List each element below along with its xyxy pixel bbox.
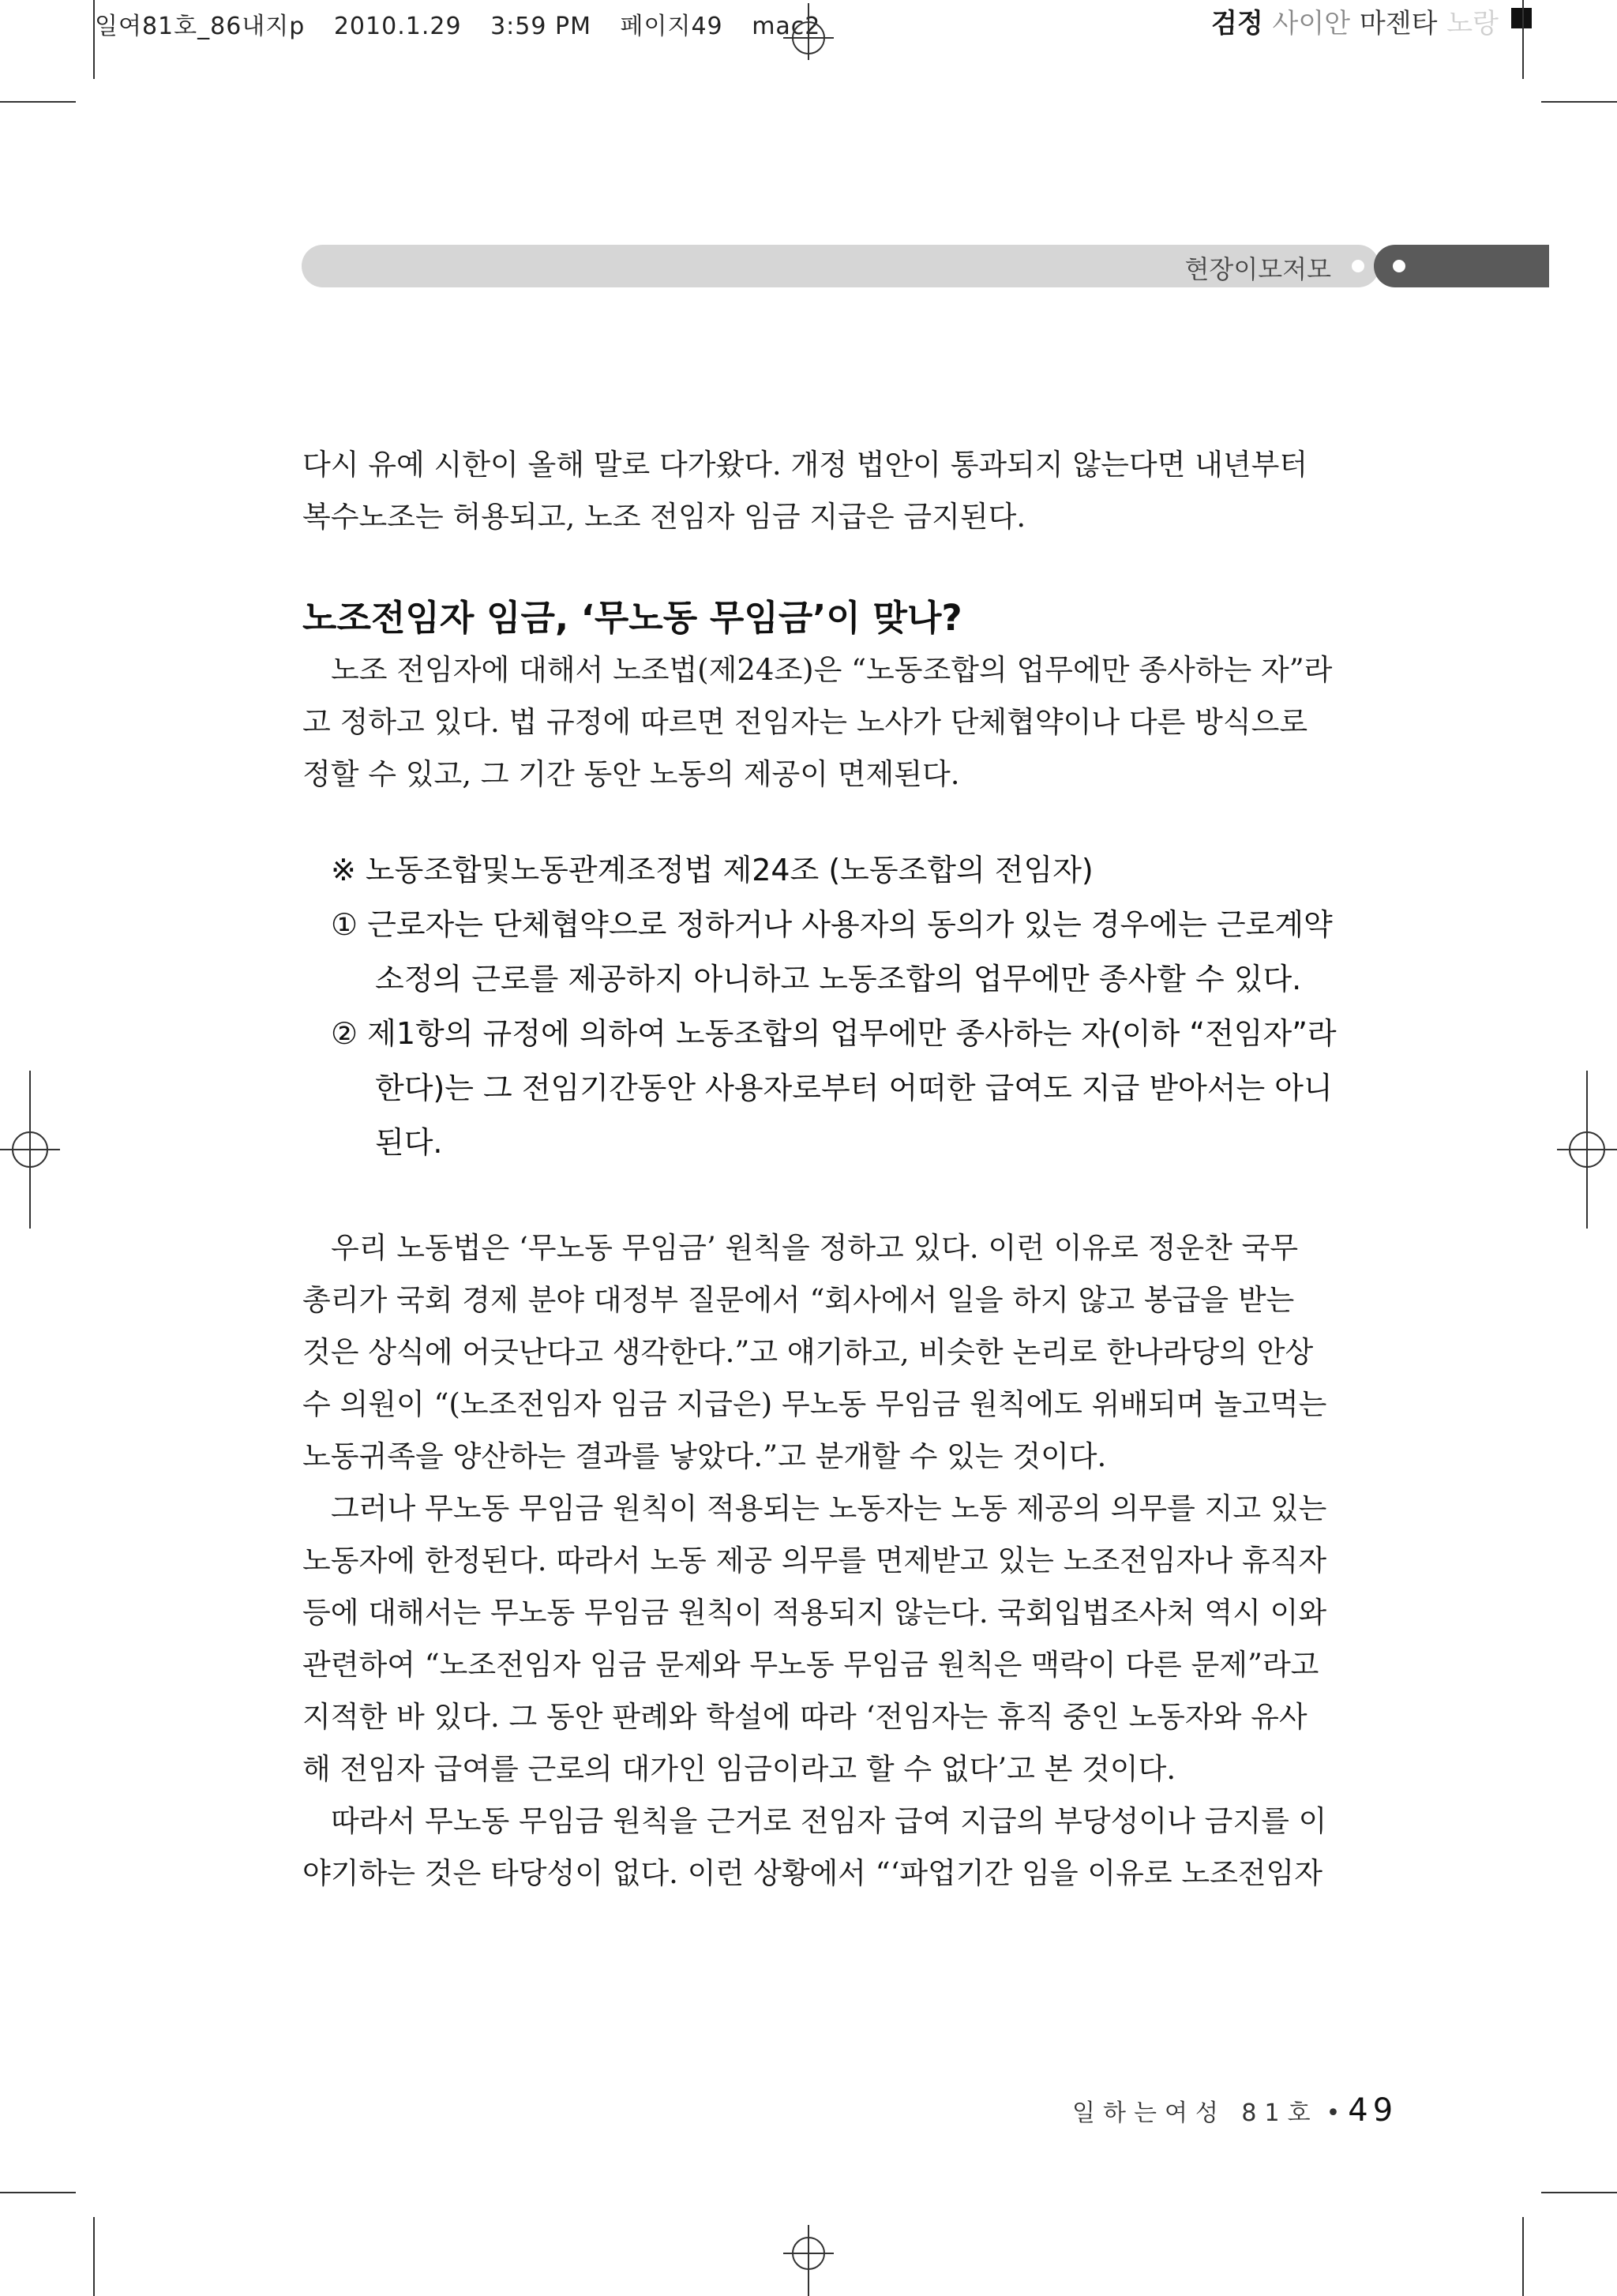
- page-number: 49: [1348, 2092, 1398, 2129]
- article-body: [302, 439, 1376, 1900]
- registration-mark-icon: [783, 3, 834, 60]
- crop-mark: [1522, 2217, 1524, 2296]
- text-line: 정할 수 있고, 그 기간 동안 노동의 제공이 면제된다.: [302, 757, 960, 791]
- crop-mark: [0, 101, 76, 103]
- plate-square-icon: [1511, 8, 1532, 28]
- text-line: 다시 유예 시한이 올해 말로 다가왔다. 개정 법안이 통과되지 않는다면 내년부터: [302, 448, 1308, 482]
- text-line: 우리 노동법은 ‘무노동 무임금’ 원칙을 정하고 있다. 이런 이유로 정운찬 국무: [331, 1231, 1299, 1265]
- plate-cyan: 사이안: [1272, 8, 1351, 39]
- intro-paragraph: [302, 439, 1376, 543]
- text-line: 것은 상식에 어긋난다고 생각한다.”고 얘기하고, 비슷한 논리로 한나라당의 안상: [302, 1335, 1314, 1369]
- slug-date: 2010.1.29: [333, 13, 462, 40]
- text-line: 복수노조는 허용되고, 노조 전임자 임금 지급은 금지된다.: [302, 500, 1026, 534]
- crop-mark: [1541, 2192, 1617, 2193]
- bullet-icon: •: [1326, 2099, 1341, 2127]
- paragraph-1: [302, 644, 1376, 801]
- section-label: 현장이모저모: [1184, 254, 1331, 284]
- text-line: 해 전임자 급여를 근로의 대가인 임금이라고 할 수 없다’고 본 것이다.: [302, 1752, 1176, 1786]
- print-slug: [95, 6, 841, 41]
- plate-black: 검정: [1210, 8, 1263, 39]
- dot-icon: [1352, 260, 1364, 272]
- crop-mark: [1522, 0, 1524, 79]
- magazine-title: 일하는여성 81호: [1072, 2099, 1319, 2127]
- paragraph-3: [302, 1483, 1376, 1795]
- law-item-1-cont: 소정의 근로를 제공하지 아니하고 노동조합의 업무에만 종사할 수 있다.: [375, 962, 1302, 996]
- crop-mark: [93, 2217, 95, 2296]
- page-footer: [1072, 2092, 1398, 2129]
- law-excerpt: [302, 843, 1376, 1170]
- text-line: 수 의원이 “(노조전임자 임금 지급은) 무노동 무임금 원칙에도 위배되며 놀고먹는: [302, 1387, 1327, 1421]
- text-line: 관련하여 “노조전임자 임금 문제와 무노동 무임금 원칙은 맥락이 다른 문제”라고: [302, 1648, 1319, 1682]
- text-line: 야기하는 것은 타당성이 없다. 이런 상황에서 “‘파업기간 임을 이유로 노조전임자: [302, 1856, 1323, 1890]
- text-line: 고 정하고 있다. 법 규정에 따르면 전임자는 노사가 단체협약이나 다른 방식으로: [302, 705, 1308, 739]
- paragraph-4: [302, 1795, 1376, 1900]
- law-title: ※ 노동조합및노동관계조정법 제24조 (노동조합의 전임자): [331, 853, 1094, 887]
- plate-yellow: 노랑: [1446, 8, 1499, 39]
- text-line: 등에 대해서는 무노동 무임금 원칙이 적용되지 않는다. 국회입법조사처 역시 이와: [302, 1596, 1327, 1630]
- color-plates: [1211, 2, 1499, 40]
- text-line: 그러나 무노동 무임금 원칙이 적용되는 노동자는 노동 제공의 의무를 지고 있는: [331, 1491, 1327, 1525]
- registration-mark-icon: [0, 1071, 60, 1229]
- law-item-2: ② 제1항의 규정에 의하여 노동조합의 업무에만 종사하는 자(이하 “전임자”라: [331, 1016, 1337, 1051]
- registration-mark-icon: [1557, 1071, 1617, 1229]
- text-line: 노동자에 한정된다. 따라서 노동 제공 의무를 면제받고 있는 노조전임자나 휴직자: [302, 1544, 1327, 1578]
- paragraph-2: [302, 1222, 1376, 1483]
- law-item-2-cont: 된다.: [375, 1125, 443, 1160]
- section-heading: 노조전임자 임금, ‘무노동 무임금’이 맞나?: [302, 597, 962, 639]
- text-line: 따라서 무노동 무임금 원칙을 근거로 전임자 급여 지급의 부당성이나 금지를 이: [331, 1804, 1327, 1838]
- text-line: 총리가 국회 경제 분야 대정부 질문에서 “회사에서 일을 하지 않고 봉급을 받는: [302, 1283, 1295, 1317]
- text-line: 노동귀족을 양산하는 결과를 낳았다.”고 분개할 수 있는 것이다.: [302, 1439, 1107, 1473]
- crop-mark: [1541, 101, 1617, 103]
- dot-icon: [1393, 260, 1405, 272]
- slug-time: 3:59 PM: [490, 13, 591, 40]
- law-item-2-cont: 한다)는 그 전임기간동안 사용자로부터 어떠한 급여도 지급 받아서는 아니: [375, 1071, 1333, 1105]
- plate-magenta: 마젠타: [1359, 8, 1438, 39]
- registration-mark-icon: [783, 2225, 834, 2296]
- slug-page: 페이지49: [620, 13, 723, 40]
- text-line: 노조 전임자에 대해서 노조법(제24조)은 “노동조합의 업무에만 종사하는 자”라: [331, 653, 1333, 687]
- text-line: 지적한 바 있다. 그 동안 판례와 학설에 따라 ‘전임자는 휴직 중인 노동자와 유사: [302, 1700, 1307, 1734]
- slug-file: 일여81호_86내지p: [95, 13, 306, 40]
- slug-machine: mac2: [752, 13, 821, 40]
- crop-mark: [0, 2192, 76, 2193]
- crop-mark: [93, 0, 95, 79]
- law-item-1: ① 근로자는 단체협약으로 정하거나 사용자의 동의가 있는 경우에는 근로계약: [331, 907, 1333, 942]
